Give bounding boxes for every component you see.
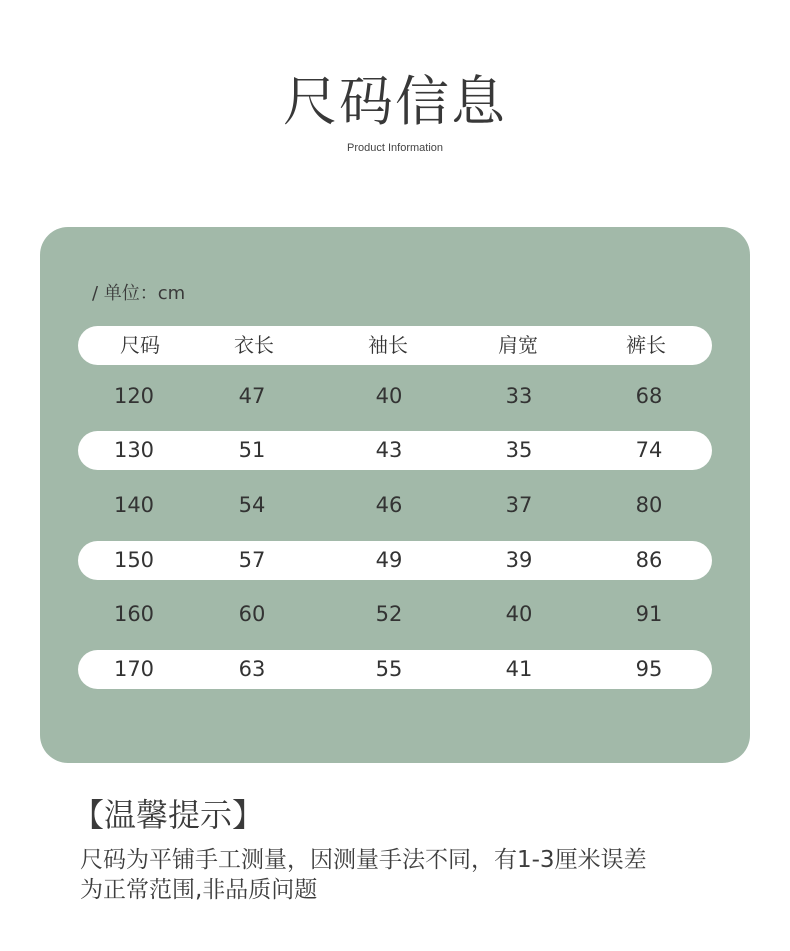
cell-shoulder: 37	[505, 493, 533, 517]
table-row	[78, 431, 712, 470]
cell-pants: 86	[635, 548, 663, 572]
cell-pants: 68	[635, 384, 663, 408]
header-pants: 裤长	[626, 333, 666, 357]
cell-sleeve: 43	[375, 438, 403, 462]
cell-shoulder: 35	[505, 438, 533, 462]
cell-length: 47	[238, 384, 266, 408]
size-table-panel	[40, 227, 750, 763]
header-length: 衣长	[234, 333, 274, 357]
cell-pants: 74	[635, 438, 663, 462]
cell-size: 150	[113, 548, 155, 572]
table-header-row	[78, 326, 712, 365]
cell-size: 120	[113, 384, 155, 408]
cell-length: 54	[238, 493, 266, 517]
tips-line-2: 为正常范围,非品质问题	[80, 877, 318, 903]
cell-length: 63	[238, 657, 266, 681]
cell-pants: 80	[635, 493, 663, 517]
cell-length: 51	[238, 438, 266, 462]
page-subtitle: Product Information	[347, 142, 443, 154]
cell-shoulder: 33	[505, 384, 533, 408]
cell-sleeve: 52	[375, 602, 403, 626]
cell-sleeve: 40	[375, 384, 403, 408]
cell-sleeve: 55	[375, 657, 403, 681]
page-title: 尺码信息	[283, 70, 507, 133]
cell-size: 130	[113, 438, 155, 462]
cell-shoulder: 41	[505, 657, 533, 681]
cell-shoulder: 39	[505, 548, 533, 572]
table-row	[78, 541, 712, 580]
cell-size: 160	[113, 602, 155, 626]
header-size: 尺码	[120, 333, 160, 357]
cell-size: 140	[113, 493, 155, 517]
cell-length: 60	[238, 602, 266, 626]
cell-pants: 91	[635, 602, 663, 626]
table-row	[78, 486, 712, 525]
unit-label: / 单位：cm	[92, 283, 186, 304]
tips-heading: 【温馨提示】	[72, 796, 265, 834]
cell-pants: 95	[635, 657, 663, 681]
cell-sleeve: 46	[375, 493, 403, 517]
tips-line-1: 尺码为平铺手工测量，因测量手法不同，有1-3厘米误差	[80, 847, 647, 873]
cell-shoulder: 40	[505, 602, 533, 626]
table-row	[78, 377, 712, 416]
table-row	[78, 650, 712, 689]
table-row	[78, 595, 712, 634]
cell-sleeve: 49	[375, 548, 403, 572]
tips-text	[80, 845, 720, 905]
header-sleeve: 袖长	[368, 333, 408, 357]
header-shoulder: 肩宽	[498, 333, 538, 357]
cell-length: 57	[238, 548, 266, 572]
cell-size: 170	[113, 657, 155, 681]
